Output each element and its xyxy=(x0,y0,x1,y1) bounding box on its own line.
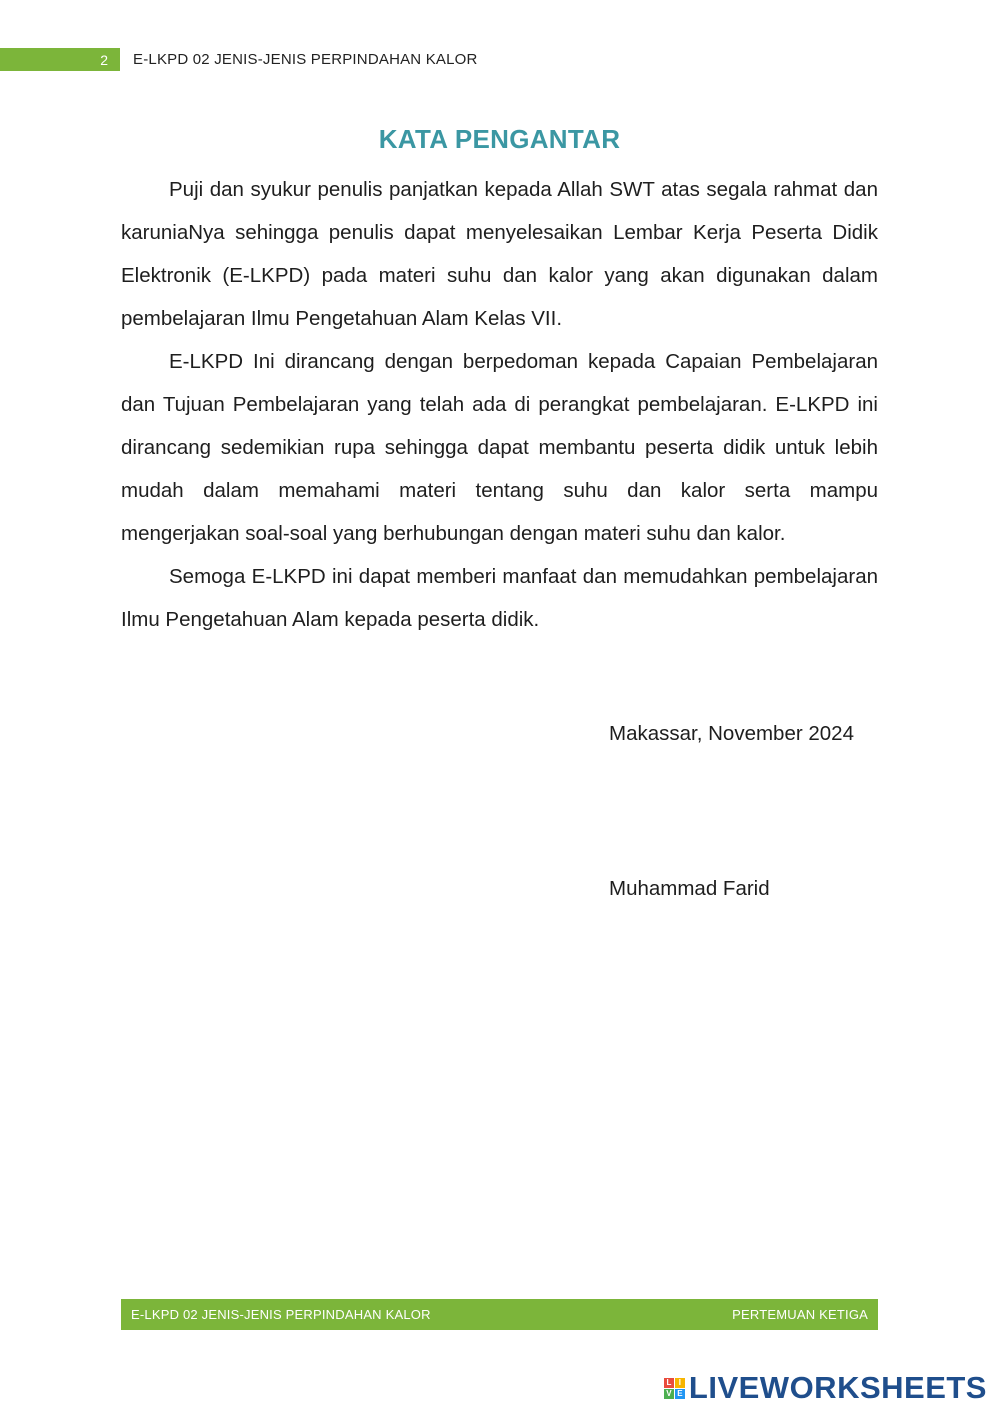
body-text xyxy=(121,168,878,641)
header-title: E-LKPD 02 JENIS-JENIS PERPINDAHAN KALOR xyxy=(133,51,478,68)
logo-icon xyxy=(664,1378,685,1399)
page-title: KATA PENGANTAR xyxy=(378,124,621,154)
logo-letter-i: I xyxy=(675,1378,685,1388)
footer-right-text: PERTEMUAN KETIGA xyxy=(732,1307,868,1322)
logo-letter-l: L xyxy=(664,1378,674,1388)
logo-text: LIVEWORKSHEETS xyxy=(688,1370,987,1405)
logo-letter-e: E xyxy=(675,1389,685,1399)
footer-left-text: E-LKPD 02 JENIS-JENIS PERPINDAHAN KALOR xyxy=(131,1307,431,1322)
paragraph-3: Semoga E-LKPD ini dapat memberi manfaat dan memudahkan pembelajaran Ilmu Pengetahuan Alam kepada peserta didik. xyxy=(121,565,878,631)
place-date: Makassar, November 2024 xyxy=(609,722,854,745)
author-name: Muhammad Farid xyxy=(609,877,770,900)
liveworksheets-logo[interactable] xyxy=(664,1371,987,1405)
footer-bar xyxy=(121,1299,878,1330)
logo-letter-v: V xyxy=(664,1389,674,1399)
page-number: 2 xyxy=(0,48,120,71)
paragraph-1: Puji dan syukur penulis panjatkan kepada Allah SWT atas segala rahmat dan karuniaNya sehingga penulis dapat menyelesaikan Lembar Kerja Peserta Didik Elektronik (E-LKPD) pada materi suhu dan kalor yang akan digunakan dalam pembelajaran Ilmu Pengetahuan Alam Kelas VII. xyxy=(121,178,878,330)
paragraph-2: E-LKPD Ini dirancang dengan berpedoman kepada Capaian Pembelajaran dan Tujuan Pembelajaran yang telah ada di perangkat pembelajaran. E-LKPD ini dirancang sedemikian rupa sehingga dapat membantu peserta didik untuk lebih mudah dalam memahami materi tentang suhu dan kalor serta mampu mengerjakan soal-soal yang berhubungan dengan materi suhu dan kalor. xyxy=(121,350,878,545)
